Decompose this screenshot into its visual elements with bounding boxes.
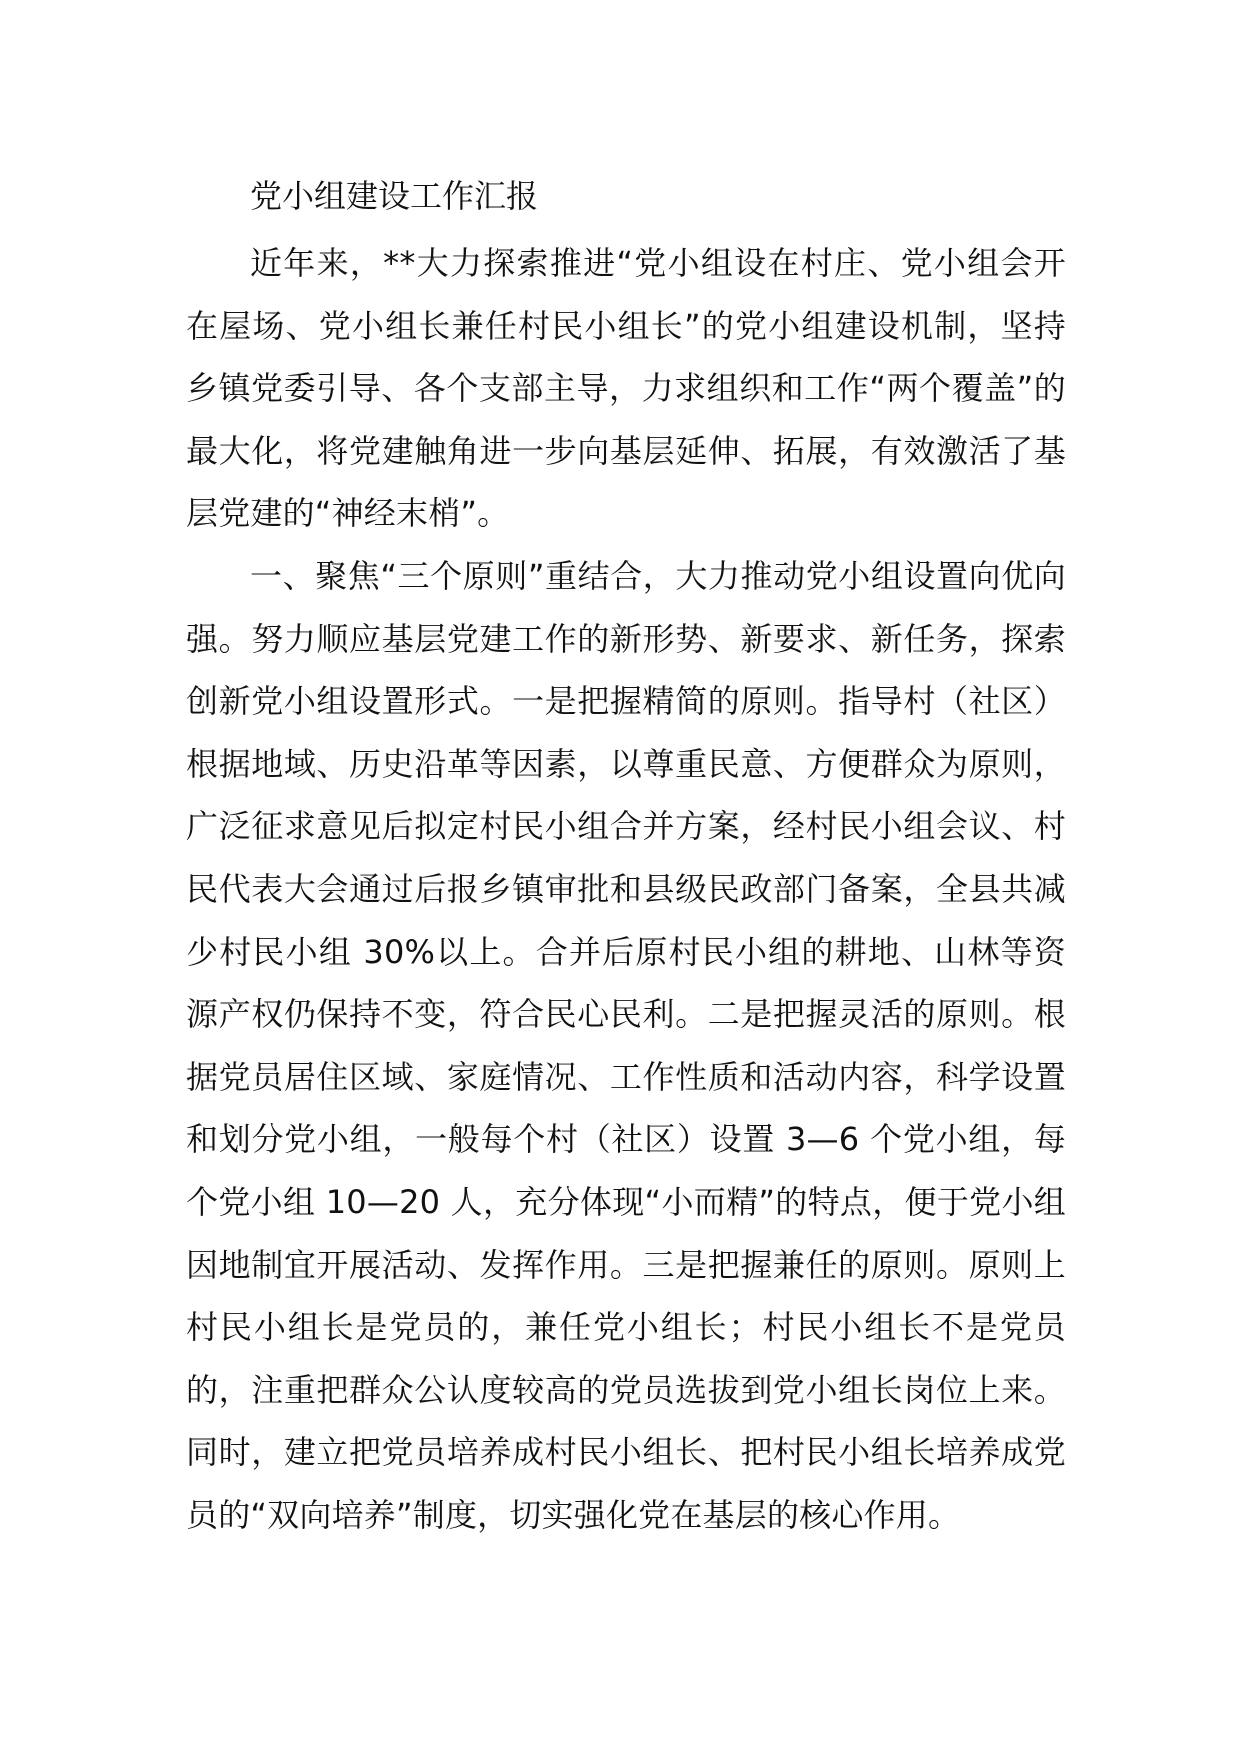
intro-paragraph: 近年来，**大力探索推进“党小组设在村庄、党小组会开在屋场、党小组长兼任村民小组长”的党小组建设机制，坚持乡镇党委引导、各个支部主导，力求组织和工作“两个覆盖”的最大化，将党建触角进一步向基层延伸、拓展，有效激活了基层党建的“神经末梢”。 bbox=[186, 244, 1066, 533]
document-title: 党小组建设工作汇报 bbox=[250, 177, 539, 215]
document-body bbox=[186, 170, 1066, 1546]
section-one-paragraph: 一、聚焦“三个原则”重结合，大力推动党小组设置向优向强。努力顺应基层党建工作的新形势、新要求、新任务，探索创新党小组设置形式。一是把握精简的原则。指导村（社区）根据地域、历史沿革等因素，以尊重民意、方便群众为原则，广泛征求意见后拟定村民小组合并方案，经村民小组会议、村民代表大会通过后报乡镇审批和县级民政部门备案，全县共减少村民小组 30%以上。合并后原村民小组的耕地、山林等资源产权仍保持不变，符合民心民利。二是把握灵活的原则。根据党员居住区域、家庭情况、工作性质和活动内容，科学设置和划分党小组，一般每个村（社区）设置 3—6 个党小组，每个党小组 10—20 人，充分体现“小而精”的特点，便于党小组因地制宜开展活动、发挥作用。三是把握兼任的原则。原则上村民小组长是党员的，兼任党小组长；村民小组长不是党员的，注重把群众公认度较高的党员选拔到党小组长岗位上来。同时，建立把党员培养成村民小组长、把村民小组长培养成党员的“双向培养”制度，切实强化党在基层的核心作用。 bbox=[186, 556, 1066, 1534]
